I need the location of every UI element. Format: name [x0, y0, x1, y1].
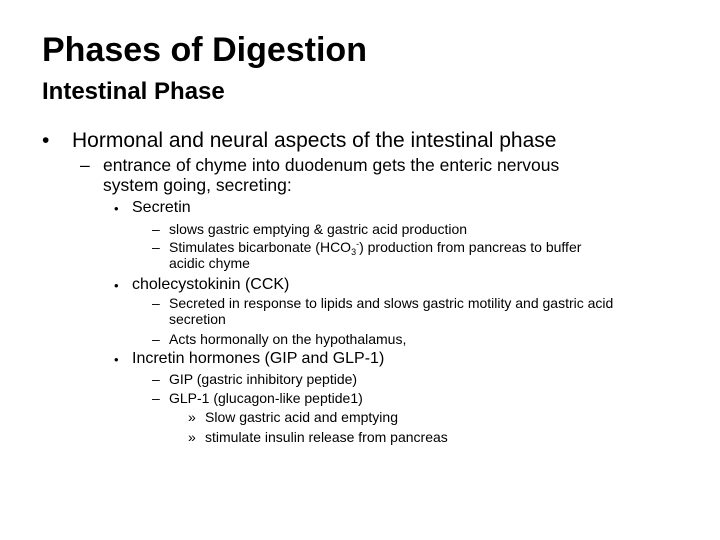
- bullet-marker: •: [114, 201, 119, 216]
- item-text-pre: Stimulates bicarbonate (HCO: [169, 239, 352, 255]
- subitem-text: stimulate insulin release from pancreas: [205, 429, 448, 445]
- item-text: slows gastric emptying & gastric acid production: [169, 221, 468, 237]
- item-text-line2: acidic chyme: [169, 255, 250, 271]
- dash-marker: –: [152, 221, 160, 237]
- chevron-marker: »: [188, 409, 196, 425]
- dash-marker: –: [152, 390, 160, 406]
- dash-marker: –: [152, 331, 160, 347]
- chevron-marker: »: [188, 429, 196, 445]
- dash-marker: –: [152, 295, 160, 311]
- item-text: Acts hormonally on the hypothalamus,: [169, 331, 407, 347]
- bullet-marker: •: [114, 278, 119, 293]
- bullet-text-line2: system going, secreting:: [103, 175, 292, 195]
- subitem-text: Slow gastric acid and emptying: [205, 409, 398, 425]
- item-text-post: ) production from pancreas to buffer: [359, 239, 582, 255]
- dash-marker: –: [152, 239, 160, 255]
- bullet-text: Hormonal and neural aspects of the intestinal phase: [72, 129, 557, 152]
- bullet-marker: •: [114, 352, 119, 367]
- item-text-line1: Secreted in response to lipids and slows gastric motility and gastric acid: [169, 295, 614, 311]
- bullet-label: cholecystokinin (CCK): [132, 276, 290, 293]
- bullet-label: Secretin: [132, 199, 191, 216]
- dash-marker: –: [152, 371, 160, 387]
- slide-subtitle: Intestinal Phase: [42, 78, 225, 105]
- superscript: -: [356, 239, 360, 249]
- bullet-text-line1: entrance of chyme into duodenum gets the enteric nervous: [103, 155, 560, 175]
- dash-marker: –: [80, 155, 90, 175]
- item-text: [169, 239, 582, 257]
- item-text: GLP-1 (glucagon-like peptide1): [169, 390, 363, 406]
- slide-title: Phases of Digestion: [42, 31, 367, 69]
- bullet-label: Incretin hormones (GIP and GLP-1): [132, 350, 385, 367]
- item-text: GIP (gastric inhibitory peptide): [169, 371, 358, 387]
- item-text-line2: secretion: [169, 311, 226, 327]
- subscript: 3: [351, 247, 357, 257]
- bullet-marker: •: [42, 129, 50, 152]
